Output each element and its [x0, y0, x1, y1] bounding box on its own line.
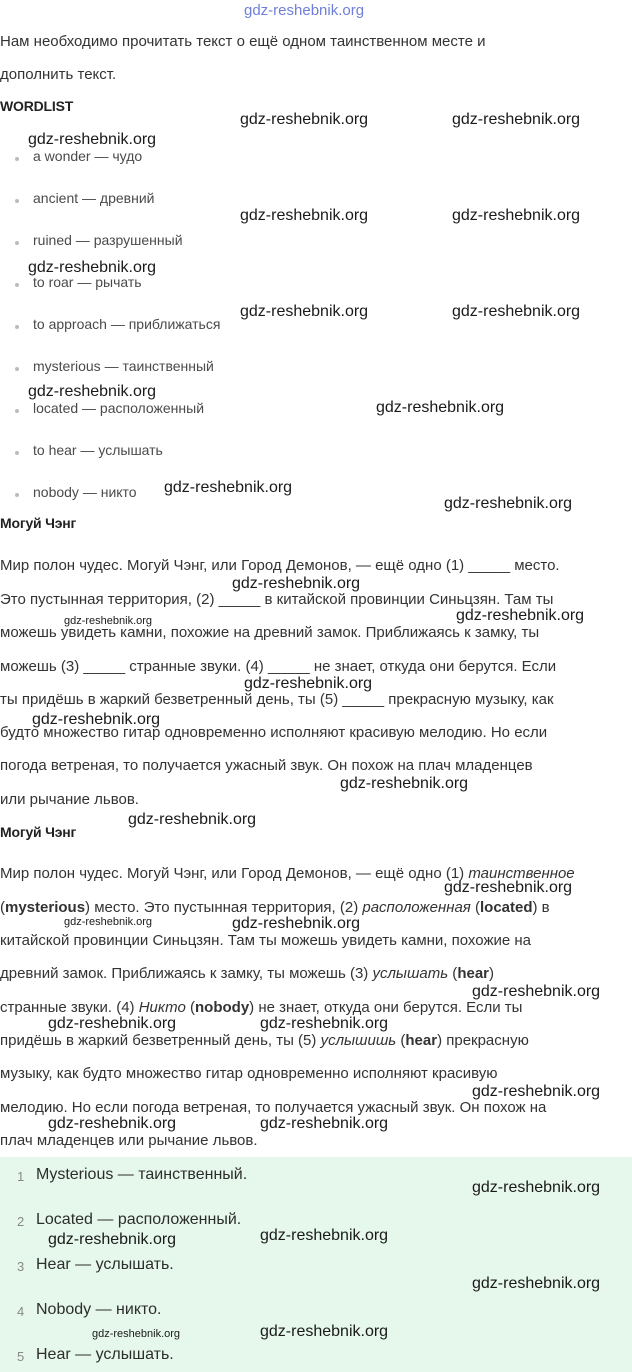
watermark: gdz-reshebnik.org [260, 1015, 389, 1032]
watermark: gdz-reshebnik.org [340, 775, 469, 792]
solution-line: плач младенцев или рычание львов. [0, 1132, 258, 1149]
watermark: gdz-reshebnik.org [260, 1115, 389, 1132]
watermark: gdz-reshebnik.org [64, 615, 153, 627]
solution-line: (mysterious) место. Это пустынная территория, (2) расположенная (located) в [0, 899, 550, 916]
task-line: погода ветреная, то получается ужасный звук. Он похож на плач младенцев [0, 757, 533, 774]
solution-line: придёшь в жаркий безветренный день, ты (5) услышишь (hear) прекрасную [0, 1032, 529, 1049]
list-item: nobody — никто [33, 484, 137, 500]
answer-item: Mysterious — таинственный. [36, 1166, 248, 1183]
watermark: gdz-reshebnik.org [456, 607, 585, 624]
task-line: Это пустынная территория, (2) _____ в китайской провинции Синьцзян. Там ты [0, 591, 554, 608]
watermark: gdz-reshebnik.org [472, 1083, 601, 1100]
task-line: можешь увидеть камни, похожие на древний замок. Приближаясь к замку, ты [0, 624, 540, 641]
bullet-icon [15, 409, 19, 413]
answer-item: Hear — услышать. [36, 1256, 174, 1273]
list-item: located — расположенный [33, 400, 205, 416]
solution-line: китайской провинции Синьцзян. Там ты можешь увидеть камни, похожие на [0, 932, 531, 949]
bullet-icon [15, 367, 19, 371]
list-item: ruined — разрушенный [33, 232, 183, 248]
solution-title: Могуй Чэнг [0, 824, 77, 840]
watermark: gdz-reshebnik.org [472, 1179, 601, 1196]
list-item: a wonder — чудо [33, 148, 143, 164]
watermark: gdz-reshebnik.org [472, 983, 601, 1000]
watermark: gdz-reshebnik.org [452, 303, 581, 320]
task-line: можешь (3) _____ странные звуки. (4) _____ не знает, откуда они берутся. Если [0, 658, 557, 675]
answer-number: 4 [17, 1304, 25, 1319]
watermark: gdz-reshebnik.org [240, 303, 369, 320]
watermark: gdz-reshebnik.org [452, 111, 581, 128]
watermark: gdz-reshebnik.org [240, 207, 369, 224]
bullet-icon [15, 451, 19, 455]
watermark: gdz-reshebnik.org [28, 383, 157, 400]
list-item: to approach — приближаться [33, 316, 221, 332]
top-watermark: gdz-reshebnik.org [244, 2, 365, 19]
watermark: gdz-reshebnik.org [28, 131, 157, 148]
watermark: gdz-reshebnik.org [260, 1323, 389, 1340]
watermark: gdz-reshebnik.org [48, 1231, 177, 1248]
watermark: gdz-reshebnik.org [444, 879, 573, 896]
watermark: gdz-reshebnik.org [164, 479, 293, 496]
list-item: to roar — рычать [33, 274, 142, 290]
answer-number: 3 [17, 1259, 25, 1274]
solution-line: древний замок. Приближаясь к замку, ты можешь (3) услышать (hear) [0, 965, 494, 982]
watermark: gdz-reshebnik.org [32, 711, 161, 728]
solution-line: странные звуки. (4) Никто (nobody) не знает, откуда они берутся. Если ты [0, 999, 523, 1016]
solution-line: мелодию. Но если погода ветреная, то получается ужасный звук. Он похож на [0, 1099, 547, 1116]
list-item: mysterious — таинственный [33, 358, 214, 374]
section-title: Могуй Чэнг [0, 515, 77, 531]
intro-line-1: Нам необходимо прочитать текст о ещё одном таинственном месте и [0, 33, 486, 50]
bullet-icon [15, 157, 19, 161]
watermark: gdz-reshebnik.org [48, 1015, 177, 1032]
watermark: gdz-reshebnik.org [232, 915, 361, 932]
bullet-icon [15, 241, 19, 245]
task-line: ты придёшь в жаркий безветренный день, ты (5) _____ прекрасную музыку, как [0, 691, 554, 708]
watermark: gdz-reshebnik.org [128, 811, 257, 828]
wordlist-title: WORDLIST [0, 98, 74, 114]
answer-item: Hear — услышать. [36, 1346, 174, 1363]
answer-item: Located — расположенный. [36, 1211, 242, 1228]
watermark: gdz-reshebnik.org [376, 399, 505, 416]
watermark: gdz-reshebnik.org [452, 207, 581, 224]
watermark: gdz-reshebnik.org [28, 259, 157, 276]
watermark: gdz-reshebnik.org [92, 1328, 181, 1340]
watermark: gdz-reshebnik.org [232, 575, 361, 592]
bullet-icon [15, 493, 19, 497]
watermark: gdz-reshebnik.org [48, 1115, 177, 1132]
watermark: gdz-reshebnik.org [444, 495, 573, 512]
task-line: будто множество гитар одновременно исполняют красивую мелодию. Но если [0, 724, 548, 741]
bullet-icon [15, 325, 19, 329]
list-item: ancient — древний [33, 190, 155, 206]
watermark: gdz-reshebnik.org [472, 1275, 601, 1292]
answer-number: 5 [17, 1349, 25, 1364]
answer-number: 2 [17, 1214, 25, 1229]
bullet-icon [15, 283, 19, 287]
solution-line: Мир полон чудес. Могуй Чэнг, или Город Демонов, — ещё одно (1) таинственное [0, 865, 575, 882]
task-line: или рычание львов. [0, 791, 139, 808]
task-line: Мир полон чудес. Могуй Чэнг, или Город Демонов, — ещё одно (1) _____ место. [0, 557, 560, 574]
watermark: gdz-reshebnik.org [244, 675, 373, 692]
watermark: gdz-reshebnik.org [240, 111, 369, 128]
answer-item: Nobody — никто. [36, 1301, 162, 1318]
list-item: to hear — услышать [33, 442, 163, 458]
watermark: gdz-reshebnik.org [64, 916, 153, 928]
bullet-icon [15, 199, 19, 203]
watermark: gdz-reshebnik.org [260, 1227, 389, 1244]
intro-line-2: дополнить текст. [0, 66, 117, 83]
answer-number: 1 [17, 1169, 25, 1184]
solution-line: музыку, как будто множество гитар одновременно исполняют красивую [0, 1065, 498, 1082]
